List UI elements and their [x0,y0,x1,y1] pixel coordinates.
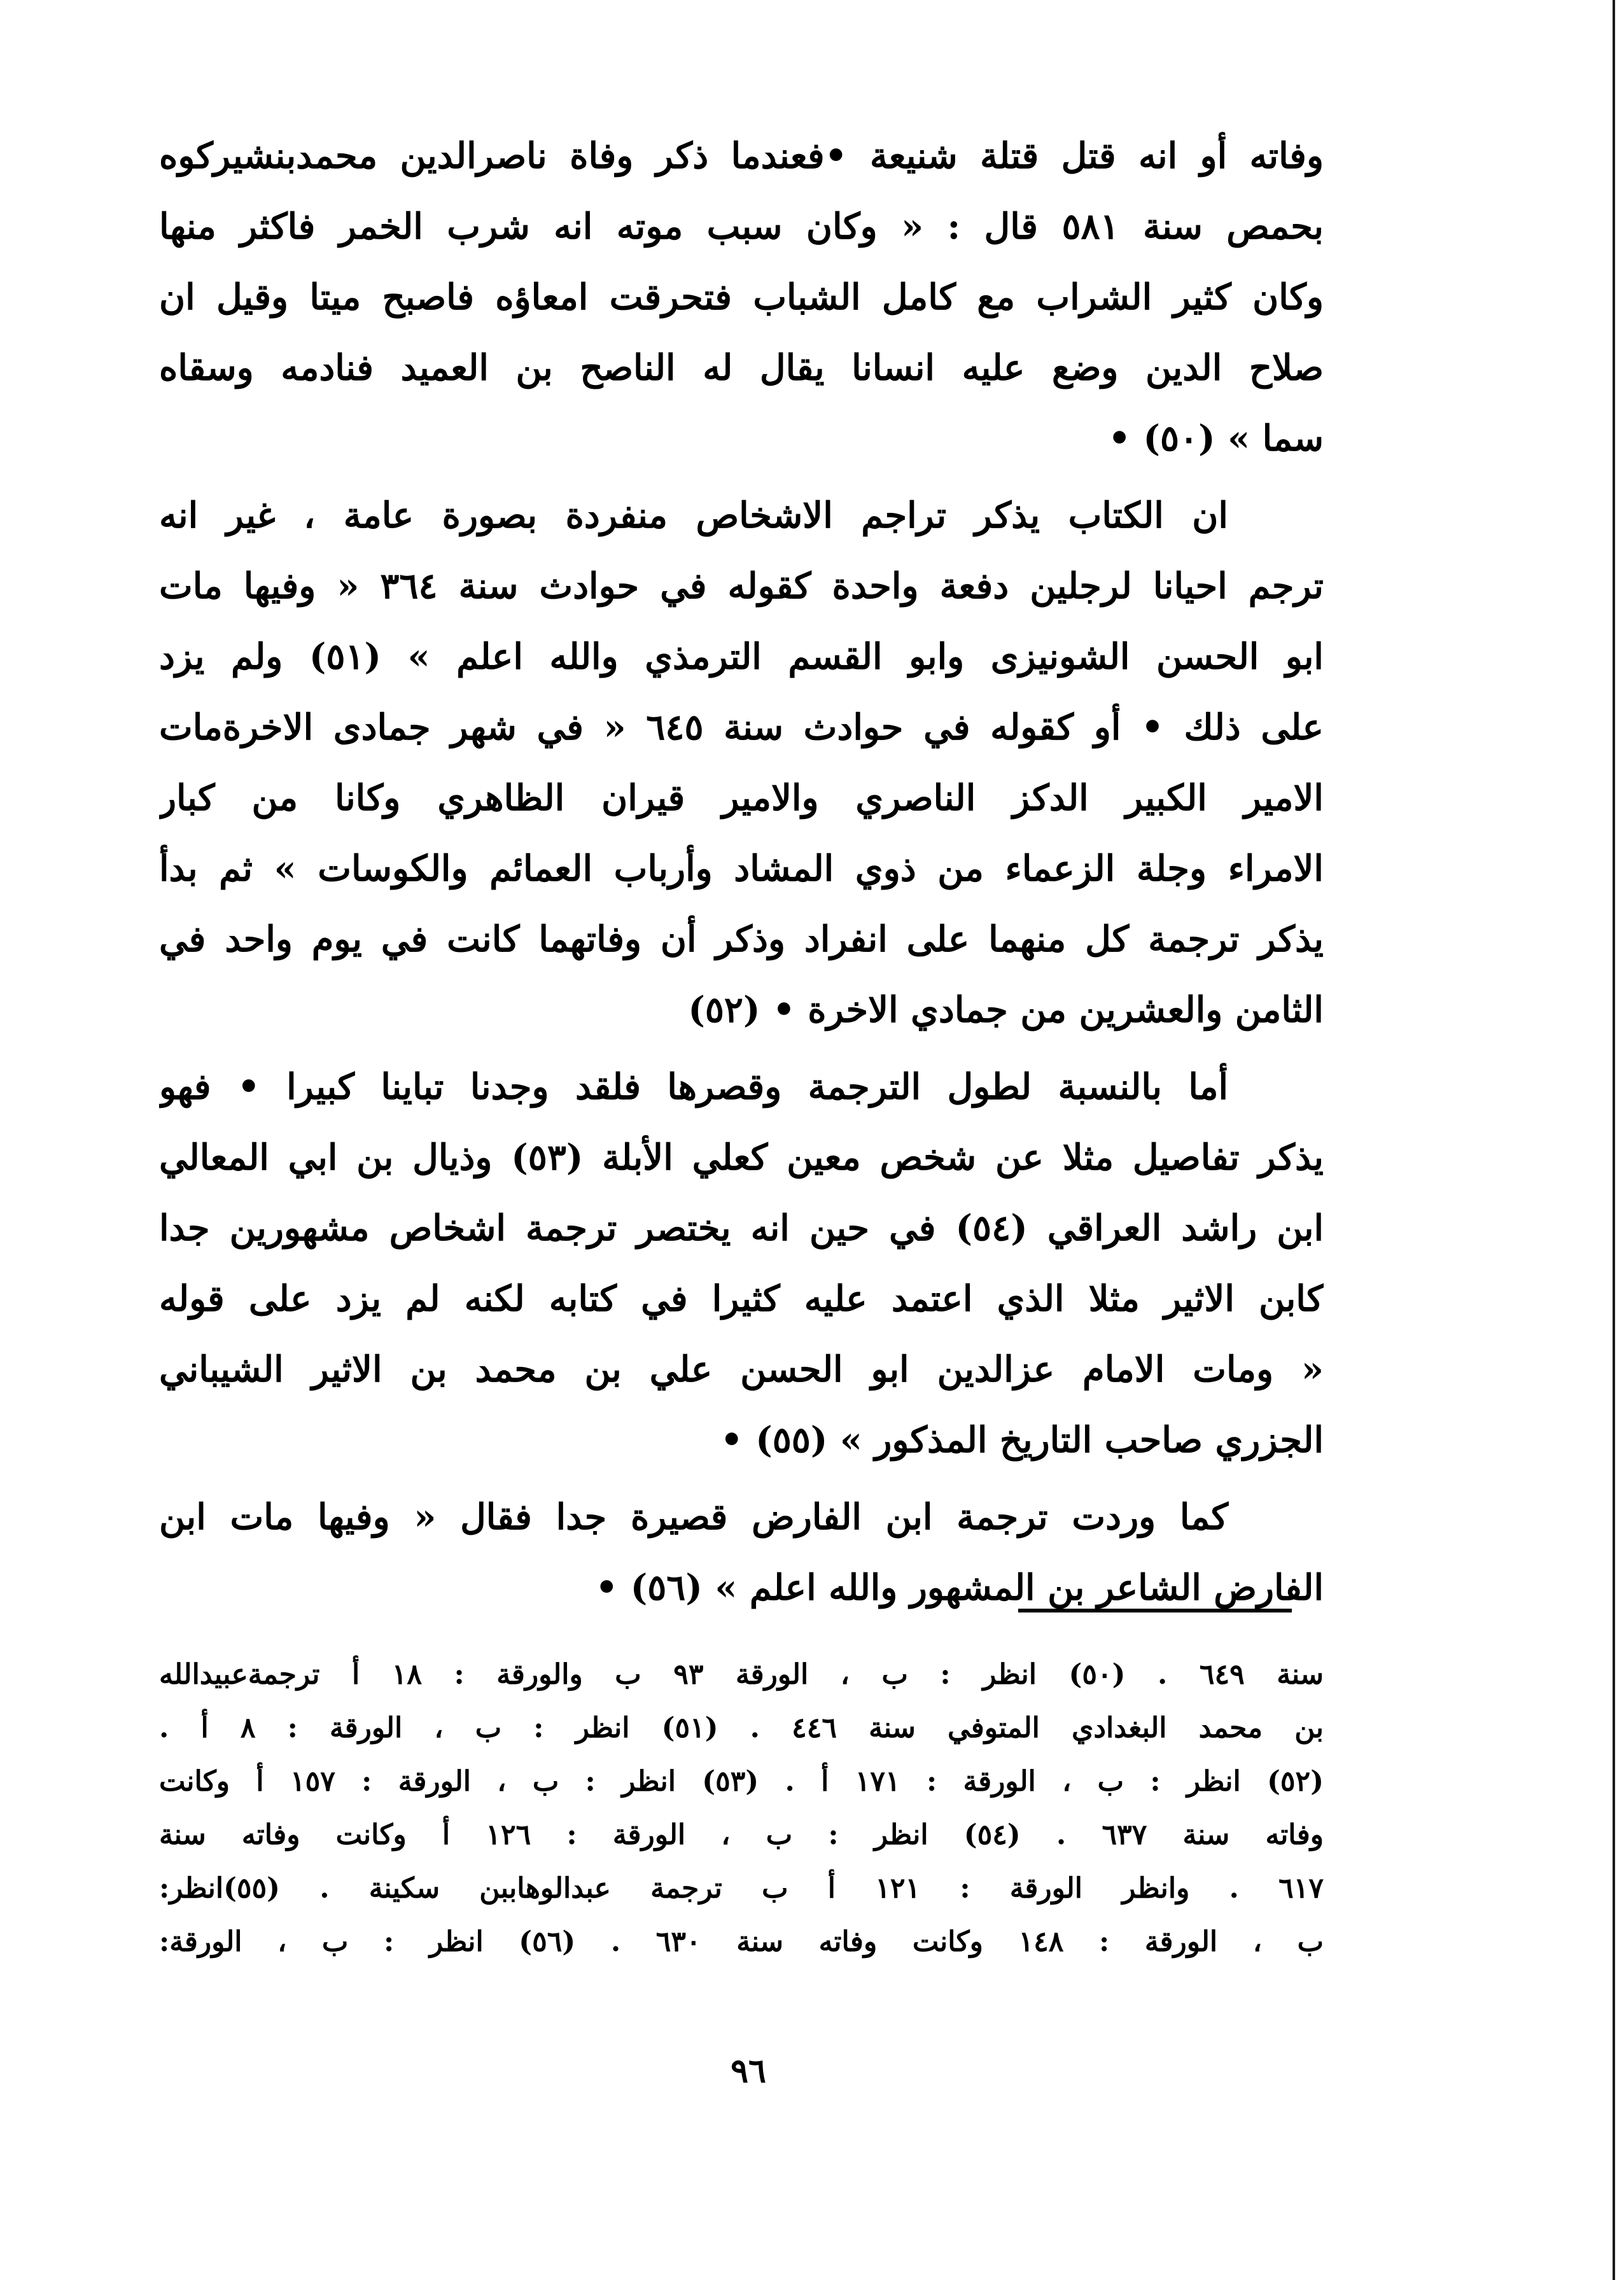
text-line: وكان كثير الشراب مع كامل الشباب فتحرقت امعاؤه فاصبح ميتا وقيل ان [159,276,1324,318]
text-line: ترجم احيانا لرجلين دفعة واحدة كقوله في حوادث سنة ٣٦٤ « وفيها مات [159,565,1324,607]
text-line: ابو الحسن الشونيزى وابو القسم الترمذي والله اعلم » (٥١) ولم يزد [159,636,1324,678]
text-line: صلاح الدين وضع عليه انسانا يقال له الناصح بن العميد فنادمه وسقاه [159,347,1324,389]
text-line: سما » (٥٠) • [1108,417,1324,459]
text-line: وفاته أو انه قتل قتلة شنيعة •فعندما ذكر وفاة ناصرالدين محمدبنشيركوه [159,135,1324,177]
text-line: الثامن والعشرين من جمادي الاخرة • (٥٢) [688,989,1324,1031]
footnote-line: (٥٢) انظر : ب ، الورقة : ١٧١ أ . (٥٣) انظر : ب ، الورقة : ١٥٧ أ وكانت [159,1765,1324,1798]
main-text [159,121,1324,1623]
footnote-line: وفاته سنة ٦٣٧ . (٥٤) انظر : ب ، الورقة : ١٢٦ أ وكانت وفاته سنة [159,1819,1324,1851]
text-line: بحمص سنة ٥٨١ قال : « وكان سبب موته انه شرب الخمر فاكثر منها [159,206,1324,248]
footnote-separator [1018,1609,1292,1612]
text-line: يذكر تفاصيل مثلا عن شخص معين كعلي الأبلة (٥٣) وذيال بن ابي المعالي [159,1137,1324,1178]
paragraph-gap [159,1046,1324,1052]
paragraph-gap [159,474,1324,480]
text-line: أما بالنسبة لطول الترجمة وقصرها فلقد وجدنا تباينا كبيرا • فهو [159,1066,1228,1108]
text-line: « ومات الامام عزالدين ابو الحسن علي بن محمد بن الاثير الشيباني [159,1348,1324,1390]
text-line: كما وردت ترجمة ابن الفارض قصيرة جدا فقال « وفيها مات ابن [159,1496,1228,1538]
footnote-line: سنة ٦٤٩ . (٥٠) انظر : ب ، الورقة ٩٣ ب والورقة : ١٨ أ ترجمةعبيدالله [159,1658,1324,1691]
footnote-line: ب ، الورقة : ١٤٨ وكانت وفاته سنة ٦٣٠ . (٥٦) انظر : ب ، الورقة: [159,1926,1324,1958]
text-line: يذكر ترجمة كل منهما على انفراد وذكر أن وفاتهما كانت في يوم واحد في [159,918,1324,960]
footnote-line: ٦١٧ . وانظر الورقة : ١٢١ أ ب ترجمة عبدالوهاببن سكينة . (٥٥)انظر: [159,1872,1324,1905]
text-line: الفارض الشاعر بن المشهور والله اعلم » (٥٦) • [595,1567,1324,1609]
text-line: ان الكتاب يذكر تراجم الاشخاص منفردة بصورة عامة ، غير انه [159,494,1228,536]
footnote-line: بن محمد البغدادي المتوفي سنة ٤٤٦ . (٥١) انظر : ب ، الورقة : ٨ أ . [159,1712,1324,1744]
text-line: الامير الكبير الدكز الناصري والامير قيران الظاهري وكانا من كبار [159,777,1324,819]
text-line: على ذلك • أو كقوله في حوادث سنة ٦٤٥ « في شهر جمادى الاخرةمات [159,706,1324,748]
text-line: ابن راشد العراقي (٥٤) في حين انه يختصر ترجمة اشخاص مشهورين جدا [159,1207,1324,1249]
text-line: الجزري صاحب التاريخ المذكور » (٥٥) • [720,1419,1324,1461]
page-number: ٩٦ [731,2052,766,2090]
text-line: كابن الاثير مثلا الذي اعتمد عليه كثيرا في كتابه لكنه لم يزد على قوله [159,1278,1324,1320]
text-line: الامراء وجلة الزعماء من ذوي المشاد وأرباب العمائم والكوسات » ثم بدأ [159,848,1324,890]
page-edge-line [1613,0,1615,2280]
footnotes [159,1648,1324,1969]
paragraph-gap [159,1476,1324,1482]
